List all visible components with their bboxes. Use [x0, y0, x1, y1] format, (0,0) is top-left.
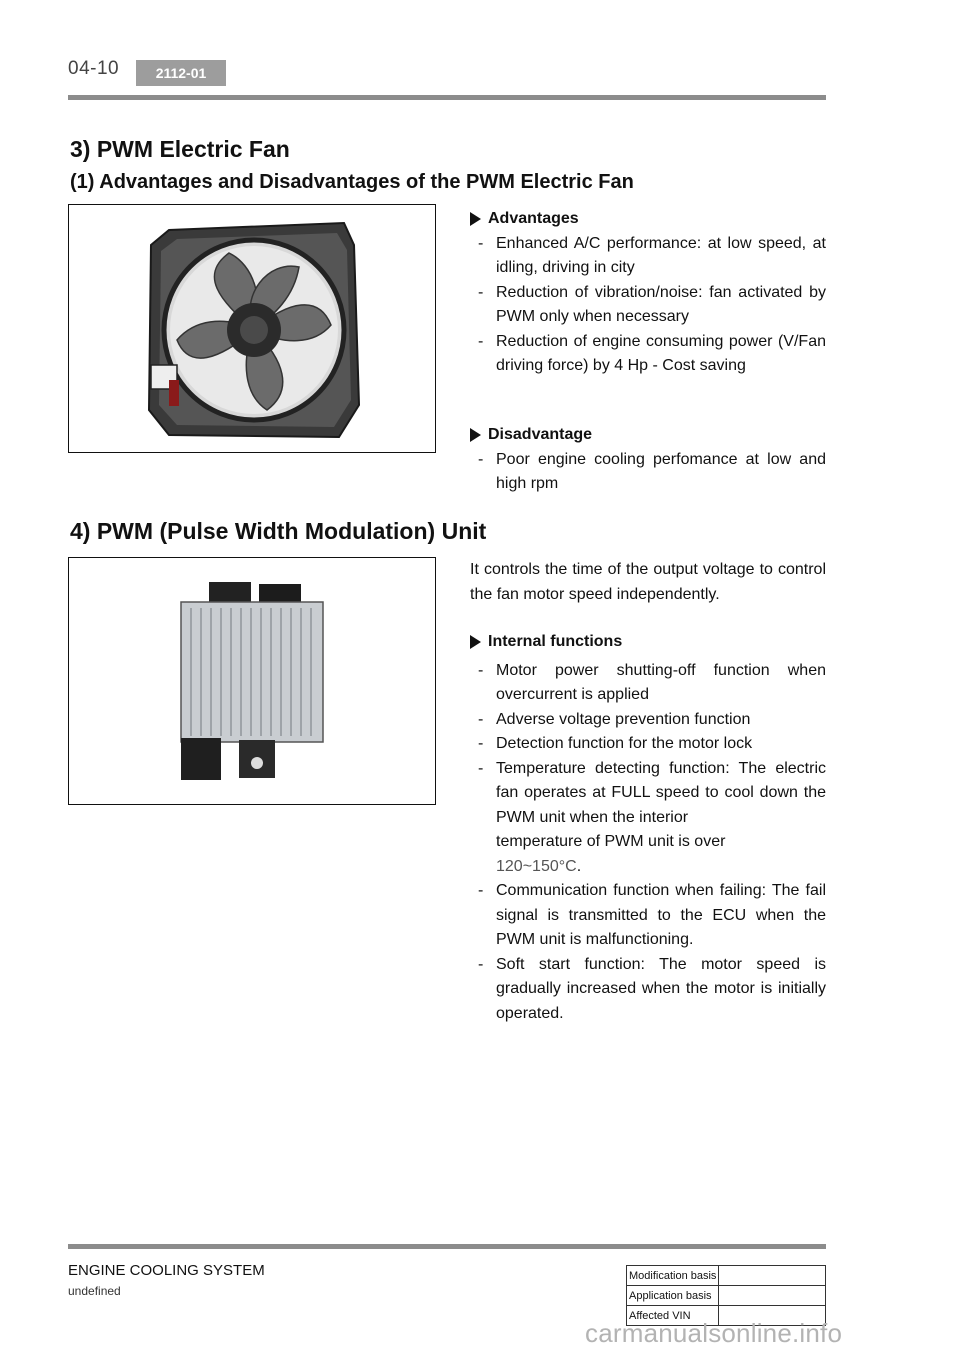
table-cell-label: Modification basis: [627, 1266, 719, 1286]
triangle-bullet-icon: [470, 428, 481, 442]
triangle-bullet-icon: [470, 635, 481, 649]
list-item: - Detection function for the motor lock: [470, 732, 826, 757]
list-item: - Communication function when failing: The fail signal is transmitted to the ECU when the PWM unit is malfunctioning.: [470, 879, 826, 953]
disadvantage-list: [470, 448, 826, 497]
list-item: - Motor power shutting-off function when overcurrent is applied: [470, 659, 826, 708]
page-number: 04-10: [68, 58, 120, 79]
section-4-title: 4) PWM (Pulse Width Modulation) Unit: [70, 518, 487, 544]
advantages-heading: [470, 207, 826, 232]
disadvantage-heading-text: Disadvantage: [488, 426, 593, 443]
section-code-badge: 2112-01: [136, 60, 226, 86]
internal-functions-heading: [470, 630, 826, 655]
table-cell-value: [719, 1266, 826, 1286]
temp-item-part2: temperature of PWM unit is over: [496, 833, 726, 850]
pwm-description: It controls the time of the output voltage to control the fan motor speed independently.: [470, 561, 826, 603]
list-item: - Enhanced A/C performance: at low speed, at idling, driving in city: [470, 232, 826, 281]
list-item: - Poor engine cooling perfomance at low and high rpm: [470, 448, 826, 497]
table-cell-label: Application basis: [627, 1286, 719, 1306]
advantages-list: [470, 232, 826, 379]
basis-table: [626, 1265, 826, 1326]
list-item: - Adverse voltage prevention function: [470, 708, 826, 733]
list-item-temperature: [470, 757, 826, 880]
advantages-block: [470, 207, 826, 379]
temp-item-part1: Temperature detecting function: The electric fan operates at FULL speed to cool down the PWM unit when the interior: [496, 759, 826, 826]
pwm-unit-photo: [68, 557, 436, 805]
internal-functions-block: [470, 630, 826, 1026]
temperature-range: 120~150°C: [496, 857, 577, 875]
subsection-1-title: (1) Advantages and Disadvantages of the PWM Electric Fan: [70, 171, 634, 193]
list-item: - Reduction of engine consuming power (V/Fan driving force) by 4 Hp - Cost saving: [470, 330, 826, 379]
section-3-title: 3) PWM Electric Fan: [70, 136, 290, 162]
disadvantage-heading: [470, 423, 826, 448]
table-cell-value: [719, 1286, 826, 1306]
table-cell-label: Affected VIN: [627, 1306, 719, 1326]
watermark-link[interactable]: carmanualsonline.info: [585, 1318, 843, 1348]
top-divider: [68, 95, 826, 100]
table-row: [627, 1286, 826, 1306]
pwm-unit-illustration: [69, 558, 435, 804]
electric-fan-photo: [68, 204, 436, 453]
internal-functions-heading-text: Internal functions: [488, 633, 623, 650]
list-item: - Reduction of vibration/noise: fan activated by PWM only when necessary: [470, 281, 826, 330]
triangle-bullet-icon: [470, 212, 481, 226]
internal-functions-list: [470, 659, 826, 1027]
disadvantage-block: [470, 423, 826, 497]
electric-fan-illustration: [69, 205, 435, 452]
table-row: [627, 1266, 826, 1286]
advantages-heading-text: Advantages: [488, 210, 579, 227]
temp-item-end: .: [576, 857, 582, 875]
list-item: - Soft start function: The motor speed is gradually increased when the motor is initially operated.: [470, 953, 826, 1027]
footer-title: ENGINE COOLING SYSTEM: [68, 1262, 265, 1279]
bottom-divider: [68, 1244, 826, 1249]
footer-subtitle: undefined: [68, 1284, 121, 1298]
